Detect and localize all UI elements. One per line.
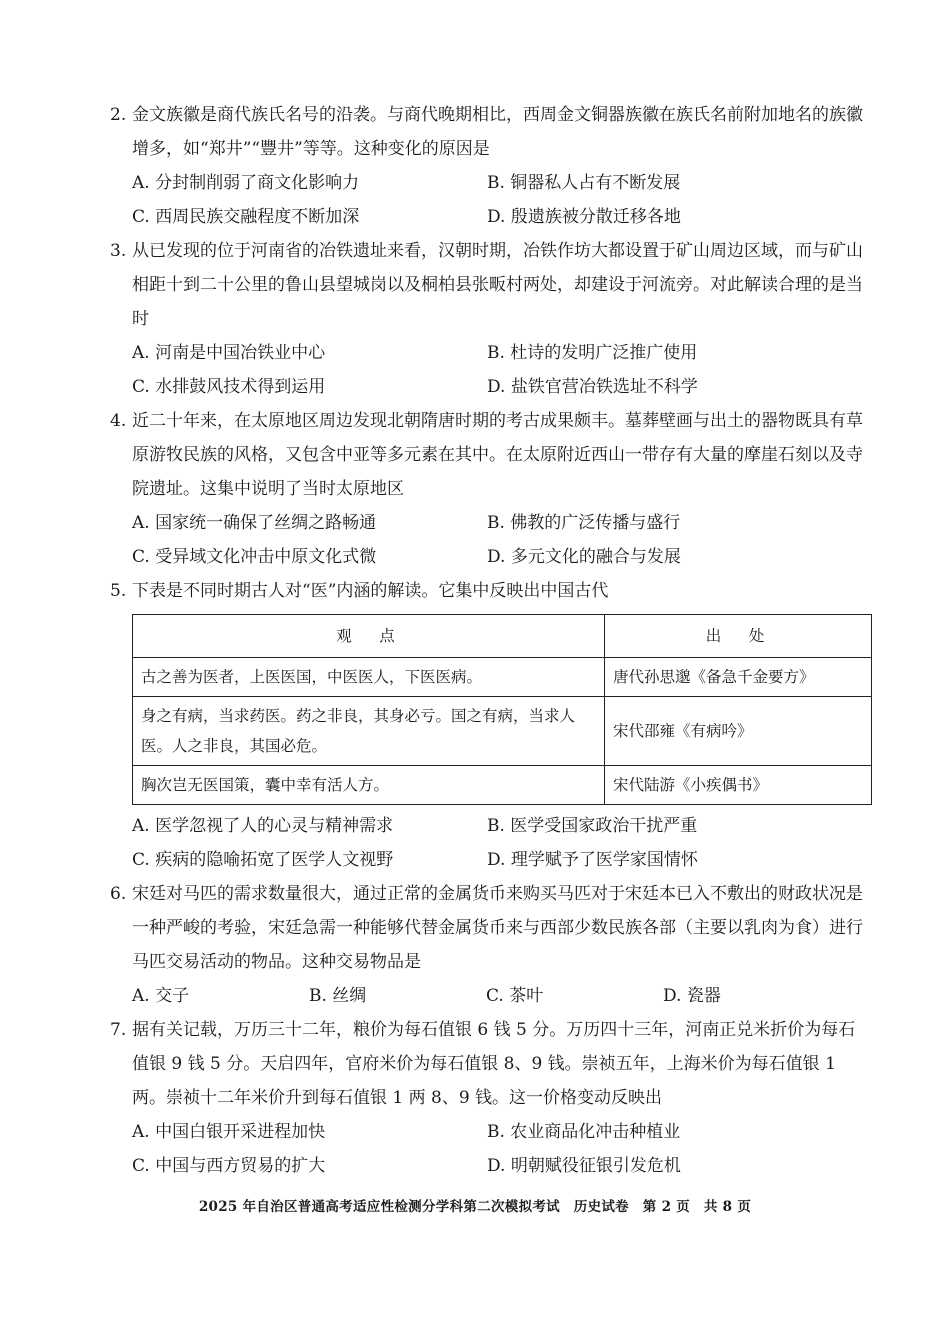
question-number: 2.	[110, 105, 127, 125]
question-stem	[110, 574, 870, 608]
option-a: A. 中国白银开采进程加快	[132, 1122, 326, 1142]
question-text: 据有关记载，万历三十二年，粮价为每石值银 6 钱 5 分。万历四十三年，河南正兑米折价为每石值银 9 钱 5 分。天启四年，官府米价为每石值银 8、9 钱。崇祯五年，上海米价为每石值银 1 两。崇祯十二年米价升到每石值银 1 两 8、9 钱。这一价格变动反映出	[132, 1020, 856, 1108]
option-a: A. 分封制削弱了商文化影响力	[132, 173, 360, 193]
question-stem	[110, 98, 870, 166]
cell-view: 古之善为医者，上医医国，中医医人，下医医病。	[133, 658, 605, 697]
options	[110, 336, 870, 404]
question-4	[110, 404, 870, 574]
question-number: 5.	[110, 581, 127, 601]
header-view: 观 点	[133, 615, 605, 658]
option-c: C. 疾病的隐喻拓宽了医学人文视野	[132, 850, 394, 870]
question-2	[110, 98, 870, 234]
option-c: C. 水排鼓风技术得到运用	[132, 377, 326, 397]
option-a: A. 交子	[132, 986, 190, 1006]
option-d: D. 盐铁官营冶铁选址不科学	[487, 377, 698, 397]
header-source: 出 处	[605, 615, 872, 658]
options	[110, 979, 870, 1013]
option-d: D. 明朝赋役征银引发危机	[487, 1156, 681, 1176]
option-b: B. 佛教的广泛传播与盛行	[487, 513, 681, 533]
cell-source: 宋代陆游《小疾偶书》	[605, 766, 872, 805]
cell-view: 身之有病，当求药医。药之非良，其身必亏。国之有病，当求人医。人之非良，其国必危。	[133, 697, 605, 766]
question-3	[110, 234, 870, 404]
options	[110, 1115, 870, 1183]
option-d: D. 理学赋予了医学家国情怀	[487, 850, 698, 870]
cell-source: 宋代邵雍《有病吟》	[605, 697, 872, 766]
cell-view: 胸次岂无医国策，囊中幸有活人方。	[133, 766, 605, 805]
question-number: 3.	[110, 241, 127, 261]
table-row	[133, 697, 872, 766]
option-b: B. 农业商品化冲击种植业	[487, 1122, 681, 1142]
question-7	[110, 1013, 870, 1183]
questions-area	[110, 98, 870, 1183]
option-c: C. 中国与西方贸易的扩大	[132, 1156, 326, 1176]
option-d: D. 多元文化的融合与发展	[487, 547, 681, 567]
option-c: C. 茶叶	[486, 986, 544, 1006]
question-5	[110, 574, 870, 877]
question-number: 6.	[110, 884, 127, 904]
question-stem	[110, 404, 870, 506]
question-text: 下表是不同时期古人对“医”内涵的解读。它集中反映出中国古代	[132, 581, 609, 601]
question-number: 7.	[110, 1020, 127, 1040]
cell-source: 唐代孙思邈《备急千金要方》	[605, 658, 872, 697]
option-c: C. 西周民族交融程度不断加深	[132, 207, 360, 227]
question-text: 金文族徽是商代族氏名号的沿袭。与商代晚期相比，西周金文铜器族徽在族氏名前附加地名的族徽增多，如“郑井”“豐井”等等。这种变化的原因是	[132, 105, 863, 159]
option-a: A. 河南是中国冶铁业中心	[132, 343, 326, 363]
options	[110, 506, 870, 574]
question-stem	[110, 234, 870, 336]
option-c: C. 受异域文化冲击中原文化式微	[132, 547, 377, 567]
question-text: 宋廷对马匹的需求数量很大，通过正常的金属货币来购买马匹对于宋廷本已入不敷出的财政状况是一种严峻的考验，宋廷急需一种能够代替金属货币来与西部少数民族各部（主要以乳肉为食）进行马匹交易活动的物品。这种交易物品是	[132, 884, 863, 972]
question-stem	[110, 877, 870, 979]
option-b: B. 杜诗的发明广泛推广使用	[487, 343, 698, 363]
question-text: 近二十年来，在太原地区周边发现北朝隋唐时期的考古成果颇丰。墓葬壁画与出土的器物既具有草原游牧民族的风格，又包含中亚等多元素在其中。在太原附近西山一带存有大量的摩崖石刻以及寺院遗址。这集中说明了当时太原地区	[132, 411, 863, 499]
options	[110, 809, 870, 877]
option-d: D. 瓷器	[663, 986, 721, 1006]
options	[110, 166, 870, 234]
table-row	[133, 658, 872, 697]
option-b: B. 丝绸	[309, 986, 367, 1006]
table-header-row	[133, 615, 872, 658]
option-b: B. 医学受国家政治干扰严重	[487, 816, 698, 836]
question-text: 从已发现的位于河南省的冶铁遗址来看，汉朝时期，冶铁作坊大都设置于矿山周边区域，而与矿山相距十到二十公里的鲁山县望城岗以及桐柏县张畈村两处，却建设于河流旁。对此解读合理的是当时	[132, 241, 863, 329]
table-row	[133, 766, 872, 805]
option-b: B. 铜器私人占有不断发展	[487, 173, 681, 193]
page-footer: 2025 年自治区普通高考适应性检测分学科第二次模拟考试 历史试卷 第 2 页 共 8 页	[198, 1199, 752, 1215]
option-a: A. 国家统一确保了丝绸之路畅通	[132, 513, 377, 533]
question-stem	[110, 1013, 870, 1115]
question-6	[110, 877, 870, 1013]
question-number: 4.	[110, 411, 127, 431]
option-d: D. 殷遗族被分散迁移各地	[487, 207, 681, 227]
quotes-table	[132, 614, 872, 805]
option-a: A. 医学忽视了人的心灵与精神需求	[132, 816, 394, 836]
